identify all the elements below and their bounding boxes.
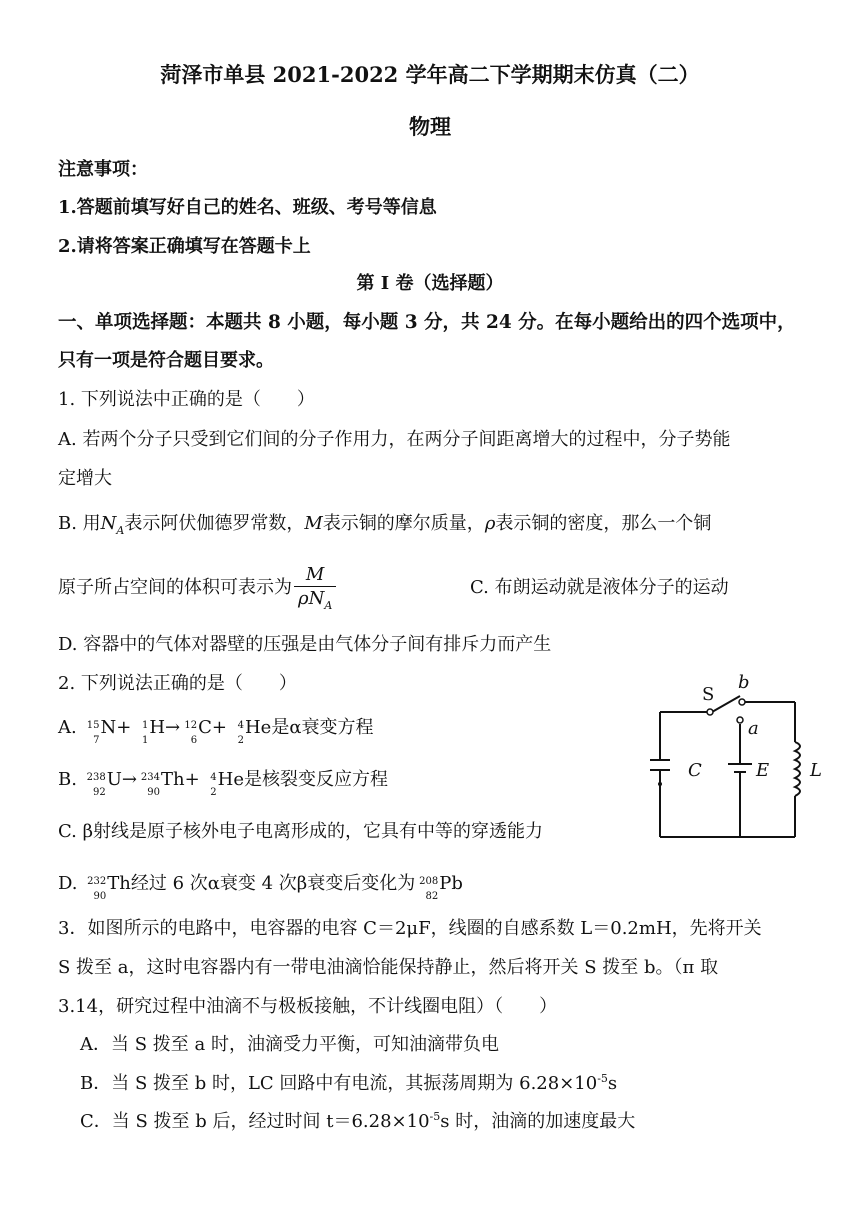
nuclide-n15: 15 7 [86,720,100,746]
section-title: 第 I 卷（选择题） [356,273,504,294]
q1-option-a-line2: 定增大 [58,468,112,489]
notice-item-1: 1.答题前填写好自己的姓名、班级、考号等信息 [58,197,437,218]
lc-circuit-diagram [650,672,830,847]
terminal-b-label: b [738,672,750,693]
subject-title: 物理 [409,114,451,139]
q2-option-d: D. 232 90 Th经过 6 次α衰变 4 次β衰变后变化为 208 82 Pb [58,873,463,902]
inductor-label: L [810,760,822,781]
q3-line-2: S 拨至 a，这时电容器内有一带电油滴恰能保持静止，然后将开关 S 拨至 b。（π 取 [58,957,719,978]
q1-b-mid2: 表示铜的摩尔质量， [322,513,485,534]
nuclide-he4: 4 2 [237,720,244,746]
section-instruction-1: 一、单项选择题：本题共 8 小题，每小题 3 分，共 24 分。在每小题给出的四个选项中， [58,312,796,333]
q1-option-b-line2 [58,560,336,616]
q1-stem: 1. 下列说法中正确的是（ ） [58,389,315,410]
q1-b-mid1: 表示阿伏伽德罗常数， [124,513,305,534]
q3-line-1: 3．如图所示的电路中，电容器的电容 C＝2μF，线圈的自感系数 L＝0.2mH，先将开关 [58,918,762,939]
notice-heading: 注意事项： [58,159,148,180]
section-instruction-2: 只有一项是符合题目要求。 [58,350,274,371]
q2-stem: 2. 下列说法正确的是（ ） [58,673,297,694]
q1-option-d: D. 容器中的气体对器壁的压强是由气体分子间有排斥力而产生 [58,634,552,655]
q3-line-3: 3.14，研究过程中油滴不与极板接触，不计线圈电阻）（ ） [58,996,558,1017]
q1-b-line2-text: 原子所占空间的体积可表示为 [58,577,292,598]
exam-title: 菏泽市单县 2021-2022 学年高二下学期期末仿真（二） [160,62,700,87]
density-symbol: ρ [484,513,496,534]
q3-option-b: B．当 S 拨至 b 时，LC 回路中有电流，其振荡周期为 $6.28\times 10^{-5}s$ [80,1072,618,1094]
q2-option-c: C. β射线是原子核外电子电离形成的，它具有中等的穿透能力 [58,821,543,842]
nuclide-pb208: 208 82 [419,876,439,902]
q2-option-b: B. 238 92 U→ 234 90 Th+ 4 2 He是核裂变反应方程 [58,769,389,798]
q3-option-a: A．当 S 拨至 a 时，油滴受力平衡，可知油滴带负电 [80,1034,499,1055]
terminal-a-label: a [748,718,759,739]
volume-fraction [294,564,336,613]
fraction-numerator: M [294,564,336,587]
q1-option-a-line1: A. 若两个分子只受到它们间的分子作用力，在两分子间距离增大的过程中，分子势能 [58,429,731,450]
nuclide-th234: 234 90 [140,772,160,798]
q1-option-b-line1 [58,512,711,538]
q2-option-a: A. 15 7 N+ 1 1 H→ 12 6 C+ 4 2 He是α衰变方程 [58,717,374,746]
avogadro-symbol: N [100,513,117,534]
switch-label: S [702,684,715,705]
q1-b-prefix: B. 用 [58,513,101,534]
notice-item-2: 2.请将答案正确填写在答题卡上 [58,236,311,257]
q3-option-c: C．当 S 拨至 b 后，经过时间 $t=6.28\times 10^{-5}s$ 时，油滴的加速度最大 [80,1110,636,1132]
nuclide-h1: 1 1 [141,720,149,746]
nuclide-he4-b: 4 2 [210,772,217,798]
avogadro-subscript: A [116,524,125,537]
nuclide-u238: 238 92 [86,772,106,798]
molar-mass-symbol: M [304,513,323,534]
nuclide-c12: 12 6 [184,720,198,746]
capacitor-label: C [688,760,702,781]
q1-b-mid3: 表示铜的密度，那么一个铜 [495,513,712,534]
q1-option-c: C. 布朗运动就是液体分子的运动 [470,577,729,598]
fraction-denominator: $\rho N_A$ [298,587,333,612]
battery-label: E [756,760,770,781]
nuclide-th232: 232 90 [87,876,107,902]
